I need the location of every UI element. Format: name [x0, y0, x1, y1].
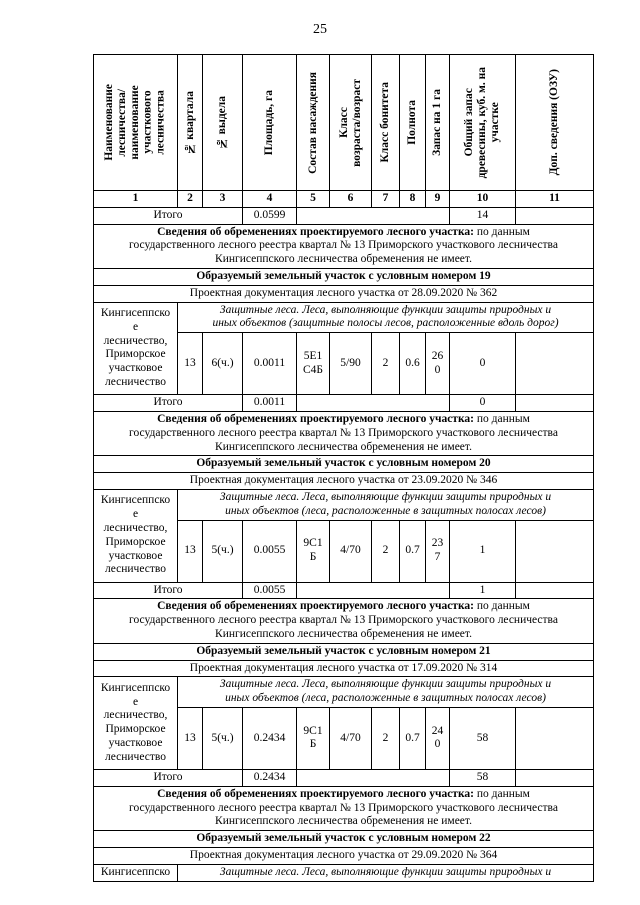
forestry-name: Кингисеппско	[94, 864, 178, 881]
density: 0.7	[400, 520, 426, 582]
stand-composition: 9С1 Б	[297, 520, 330, 582]
page-number: 25	[313, 22, 327, 37]
ozu	[516, 333, 594, 395]
kvartal: 13	[178, 520, 203, 582]
header-cell: № квартала	[178, 55, 203, 191]
total-volume: 58	[450, 769, 516, 786]
column-number: 11	[516, 191, 594, 208]
ozu	[516, 520, 594, 582]
header-cell: Класс возраста/возраст	[330, 55, 372, 191]
total-row	[94, 769, 594, 786]
purpose-row	[94, 302, 594, 333]
plot-title-row	[94, 456, 594, 473]
project-doc: Проектная документация лесного участка от 23.09.2020 № 346	[94, 473, 594, 490]
forest-purpose: Защитные леса. Леса, выполняющие функции защиты природных и иных объектов (леса, расположенные в защитных полосах лесов)	[178, 677, 594, 708]
plot-title: Образуемый земельный участок с условным номером 19	[94, 268, 594, 285]
total-label: Итого	[94, 395, 243, 412]
ozu	[516, 707, 594, 769]
encumbrance-row: Сведения об обременениях проектируемого лесного участка: по данным государственного лесного реестра квартал № 13 Приморского участкового лесничества Кингисеппского лесничества обременения не имеет.	[94, 599, 594, 643]
header-cell: Полнота	[400, 55, 426, 191]
header-row	[94, 55, 594, 191]
encumbrance-row: Сведения об обременениях проектируемого лесного участка: по данным государственного лесного реестра квартал № 13 Приморского участкового лесничества Кингисеппского лесничества обременения не имеет.	[94, 411, 594, 455]
forestry-name: Кингисеппско е лесничество, Приморское участковое лесничество	[94, 677, 178, 770]
plot-title: Образуемый земельный участок с условным номером 21	[94, 643, 594, 660]
area: 0.2434	[243, 707, 297, 769]
project-row	[94, 473, 594, 490]
total-area: 0.2434	[243, 769, 297, 786]
bonitet: 2	[372, 707, 400, 769]
column-number: 8	[400, 191, 426, 208]
encumbrance-lead: Сведения об обременениях проектируемого лесного участка:	[157, 225, 474, 238]
encumbrance-row: Сведения об обременениях проектируемого лесного участка: по данным государственного лесного реестра квартал № 13 Приморского участкового лесничества Кингисеппского лесничества обременения не имеет.	[94, 786, 594, 830]
vydel: 5(ч.)	[203, 520, 243, 582]
purpose-row	[94, 864, 594, 881]
stand-composition: 5Е1 С4Б	[297, 333, 330, 395]
vydel: 6(ч.)	[203, 333, 243, 395]
stock-per-ha: 26 0	[426, 333, 450, 395]
forest-purpose: Защитные леса. Леса, выполняющие функции защиты природных и иных объектов (защитные полосы лесов, расположенные вдоль дорог)	[178, 302, 594, 333]
stock-per-ha: 24 0	[426, 707, 450, 769]
age-class: 4/70	[330, 707, 372, 769]
project-row	[94, 847, 594, 864]
project-row	[94, 660, 594, 677]
header-cell: Доп. сведения (ОЗУ)	[516, 55, 594, 191]
column-number: 6	[330, 191, 372, 208]
total-area: 0.0599	[243, 207, 297, 224]
density: 0.7	[400, 707, 426, 769]
vydel: 5(ч.)	[203, 707, 243, 769]
header-cell: Общий запас древесины, куб. м. на участке	[450, 55, 516, 191]
header-cell: Площадь, га	[243, 55, 297, 191]
encumbrance-row: Сведения об обременениях проектируемого лесного участка: по данным государственного лесного реестра квартал № 13 Приморского участкового лесничества Кингисеппского лесничества обременения не имеет.	[94, 224, 594, 268]
encumbrance-lead: Сведения об обременениях проектируемого лесного участка:	[157, 600, 474, 613]
bonitet: 2	[372, 333, 400, 395]
project-doc: Проектная документация лесного участка от 28.09.2020 № 362	[94, 285, 594, 302]
kvartal: 13	[178, 707, 203, 769]
stock-per-ha: 23 7	[426, 520, 450, 582]
project-doc: Проектная документация лесного участка от 29.09.2020 № 364	[94, 847, 594, 864]
header-cell: Состав насаждения	[297, 55, 330, 191]
plot-title-row	[94, 643, 594, 660]
plot-title-row	[94, 268, 594, 285]
column-number: 2	[178, 191, 203, 208]
column-number: 4	[243, 191, 297, 208]
total-label: Итого	[94, 769, 243, 786]
total-volume: 0	[450, 395, 516, 412]
forest-purpose: Защитные леса. Леса, выполняющие функции защиты природных и иных объектов (леса, расположенные в защитных полосах лесов)	[178, 489, 594, 520]
total-volume: 1	[450, 582, 516, 599]
density: 0.6	[400, 333, 426, 395]
total-row	[94, 207, 594, 224]
column-number: 1	[94, 191, 178, 208]
age-class: 4/70	[330, 520, 372, 582]
header-cell: № выдела	[203, 55, 243, 191]
forestry-name: Кингисеппско е лесничество, Приморское участковое лесничество	[94, 302, 178, 395]
total-row	[94, 582, 594, 599]
kvartal: 13	[178, 333, 203, 395]
column-number: 9	[426, 191, 450, 208]
forestry-name: Кингисеппско е лесничество, Приморское участковое лесничество	[94, 489, 178, 582]
total-area: 0.0055	[243, 582, 297, 599]
total-area: 0.0011	[243, 395, 297, 412]
column-number: 7	[372, 191, 400, 208]
column-number: 3	[203, 191, 243, 208]
plot-title: Образуемый земельный участок с условным номером 20	[94, 456, 594, 473]
forest-purpose: Защитные леса. Леса, выполняющие функции защиты природных и	[178, 864, 594, 881]
age-class: 5/90	[330, 333, 372, 395]
area: 0.0011	[243, 333, 297, 395]
total-label: Итого	[94, 207, 243, 224]
total-stock: 0	[450, 333, 516, 395]
total-label: Итого	[94, 582, 243, 599]
encumbrance-lead: Сведения об обременениях проектируемого лесного участка:	[157, 412, 474, 425]
column-number-row	[94, 191, 594, 208]
bonitet: 2	[372, 520, 400, 582]
purpose-row	[94, 489, 594, 520]
total-row	[94, 395, 594, 412]
forest-plots-table	[93, 54, 594, 882]
header-cell: Наименование лесничества/ наименование участкового лесничества	[94, 55, 178, 191]
plot-title-row	[94, 831, 594, 848]
total-volume: 14	[450, 207, 516, 224]
column-number: 10	[450, 191, 516, 208]
project-doc: Проектная документация лесного участка от 17.09.2020 № 314	[94, 660, 594, 677]
purpose-row	[94, 677, 594, 708]
column-number: 5	[297, 191, 330, 208]
stand-composition: 9С1 Б	[297, 707, 330, 769]
area: 0.0055	[243, 520, 297, 582]
header-cell: Класс бонитета	[372, 55, 400, 191]
encumbrance-lead: Сведения об обременениях проектируемого лесного участка:	[157, 787, 474, 800]
total-stock: 58	[450, 707, 516, 769]
total-stock: 1	[450, 520, 516, 582]
plot-title: Образуемый земельный участок с условным номером 22	[94, 831, 594, 848]
project-row	[94, 285, 594, 302]
header-cell: Запас на 1 га	[426, 55, 450, 191]
